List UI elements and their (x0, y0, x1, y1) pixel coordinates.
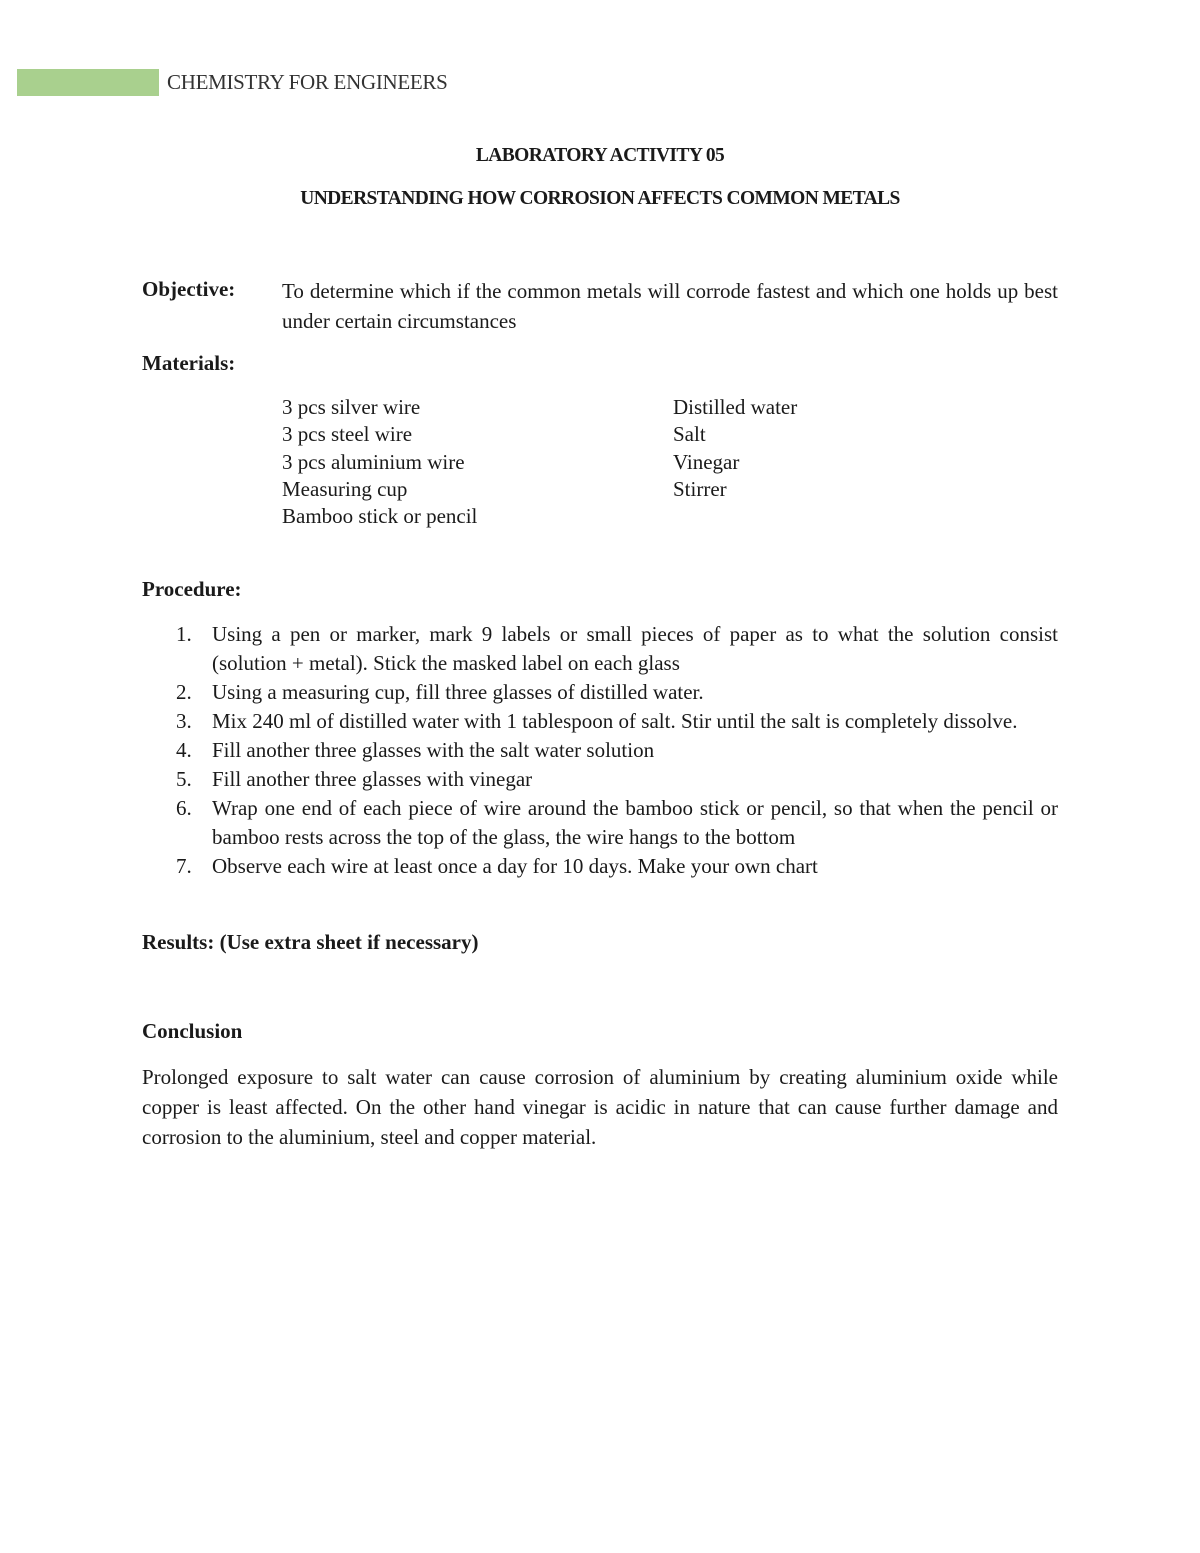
materials-list-left (282, 394, 477, 530)
conclusion-text: Prolonged exposure to salt water can cause corrosion of aluminium by creating aluminium oxide while copper is least affected. On the other hand vinegar is acidic in nature that can cause further damage and corrosion to the aluminium, steel and copper material. (142, 1065, 1058, 1149)
procedure-step (142, 678, 1058, 707)
material-item: 3 pcs steel wire (282, 422, 413, 447)
step-text: Observe each wire at least once a day for 10 days. Make your own chart (212, 854, 818, 878)
step-number: 7. (176, 854, 192, 878)
conclusion-label: Conclusion (142, 1019, 243, 1043)
step-number: 6. (176, 796, 192, 820)
material-item: Stirrer (673, 476, 727, 501)
procedure-step (142, 736, 1058, 765)
material-item: Measuring cup (282, 476, 408, 501)
material-item: 3 pcs aluminium wire (282, 449, 465, 474)
procedure-step (142, 765, 1058, 794)
step-text: Fill another three glasses with the salt water solution (212, 738, 655, 762)
objective-text: To determine which if the common metals will corrode fastest and which one holds up best under certain circumstances (282, 279, 1058, 333)
procedure-step (142, 852, 1058, 881)
activity-title: LABORATORY ACTIVITY 05 (475, 145, 725, 166)
activity-subtitle: UNDERSTANDING HOW CORROSION AFFECTS COMMON METALS (300, 188, 900, 209)
procedure-steps (142, 620, 1058, 881)
procedure-step (142, 707, 1058, 736)
step-text: Fill another three glasses with vinegar (212, 767, 533, 791)
step-text: Using a pen or marker, mark 9 labels or small pieces of paper as to what the solution consist (solution + metal). Stick the masked label on each glass (212, 622, 1058, 675)
materials-list-right (673, 394, 797, 503)
procedure-step (142, 620, 1058, 678)
materials-label: Materials: (142, 351, 236, 375)
step-text: Using a measuring cup, fill three glasses of distilled water. (212, 680, 704, 704)
procedure-label: Procedure: (142, 577, 242, 601)
step-number: 3. (176, 709, 192, 733)
step-number: 1. (176, 622, 192, 646)
step-text: Mix 240 ml of distilled water with 1 tablespoon of salt. Stir until the salt is completely dissolve. (212, 709, 1018, 733)
step-number: 2. (176, 680, 192, 704)
course-header: CHEMISTRY FOR ENGINEERS (167, 70, 448, 94)
step-number: 5. (176, 767, 192, 791)
header-accent-bar (17, 69, 159, 96)
material-item: 3 pcs silver wire (282, 395, 421, 419)
objective-label: Objective: (142, 277, 236, 301)
results-label: Results: (Use extra sheet if necessary) (142, 930, 479, 954)
procedure-step (142, 794, 1058, 852)
step-number: 4. (176, 738, 192, 762)
material-item: Bamboo stick or pencil (282, 504, 478, 529)
material-item: Distilled water (673, 395, 798, 419)
material-item: Vinegar (673, 449, 740, 474)
material-item: Salt (673, 422, 706, 447)
step-text: Wrap one end of each piece of wire around the bamboo stick or pencil, so that when the pencil or bamboo rests across the top of the glass, the wire hangs to the bottom (212, 796, 1058, 849)
